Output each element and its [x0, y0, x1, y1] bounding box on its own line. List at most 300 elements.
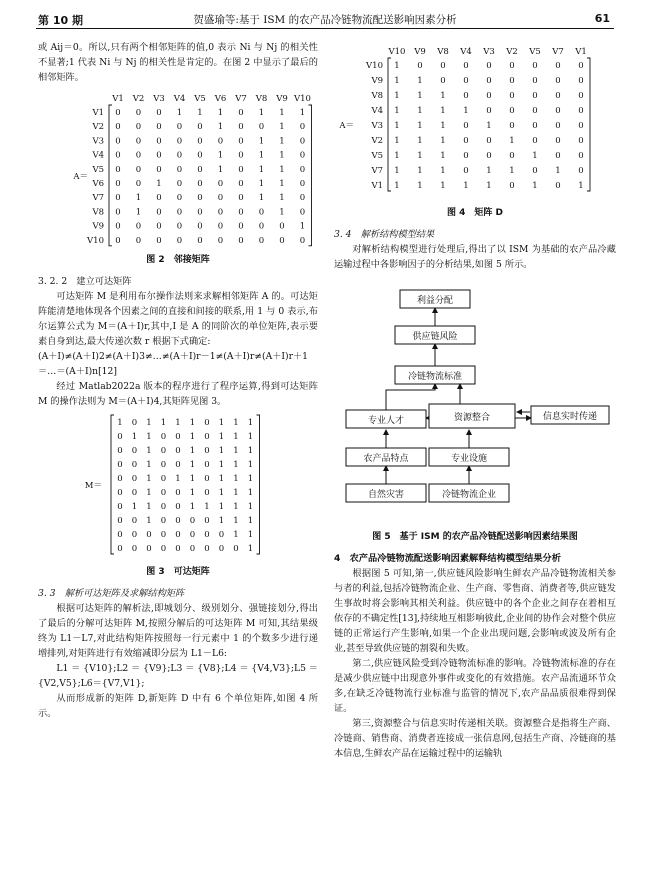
matrix-cell: 1 [189, 488, 196, 498]
matrix-cell: 0 [509, 91, 515, 101]
matrix-cell: 1 [175, 418, 181, 428]
matrix-cell: 1 [440, 121, 446, 131]
matrix-cell: 1 [247, 460, 254, 470]
matrix-cell: 0 [175, 544, 181, 554]
matrix-cell: 1 [394, 166, 400, 176]
right-column [334, 40, 616, 761]
matrix-cell: 0 [160, 502, 167, 512]
matrix-cell: 0 [238, 207, 244, 218]
matrix-cell: 1 [189, 446, 196, 456]
matrix-cell: 0 [146, 544, 152, 554]
matrix-cell: 0 [204, 446, 210, 456]
matrix-cell: 1 [394, 121, 400, 131]
matrix-cell: 0 [115, 122, 121, 133]
matrix-row-header: V2 [371, 136, 383, 146]
adjacency-matrix-figure [38, 87, 318, 249]
matrix-cell: 0 [189, 544, 196, 554]
matrix-cell: 0 [279, 235, 285, 246]
matrix-cell: 1 [117, 418, 123, 428]
matrix-cell: 0 [175, 530, 181, 540]
matrix-cell: 0 [463, 76, 469, 86]
matrix-cell: 0 [486, 106, 492, 116]
reachability-matrix [38, 411, 318, 561]
matrix-cell: 1 [394, 151, 400, 161]
matrix-col-header: V10 [388, 47, 406, 57]
matrix-cell: 0 [115, 193, 121, 204]
matrix-col-header: V2 [132, 94, 145, 104]
matrix-cell: 0 [217, 235, 224, 246]
matrix-cell: 0 [115, 221, 121, 232]
matrix-cell: 0 [135, 108, 142, 118]
matrix-cell: 0 [509, 151, 515, 161]
matrix-cell: 1 [394, 61, 400, 71]
matrix-row-header: V8 [371, 91, 383, 101]
matrix-cell: 1 [299, 221, 306, 232]
matrix-cell: 1 [440, 181, 446, 191]
matrix-col-header: V5 [194, 94, 206, 104]
figure-2-caption: 图 2 邻接矩阵 [146, 255, 210, 265]
matrix-col-header: V2 [506, 47, 518, 57]
matrix-col-header: V3 [483, 47, 495, 57]
matrix-cell: 0 [197, 150, 203, 161]
matrix-row-header: V6 [92, 179, 104, 189]
matrix-cell: 1 [279, 150, 285, 161]
matrix-right-bracket [309, 105, 312, 246]
matrix-cell: 0 [160, 460, 167, 470]
matrix-cell: 0 [160, 544, 167, 554]
matrix-cell: 1 [146, 460, 152, 470]
matrix-cell: 0 [131, 516, 138, 526]
matrix-cell: 1 [486, 166, 492, 176]
matrix-cell: 0 [509, 76, 515, 86]
section-3-3-paragraph: 根据可达矩阵的解析法,即城划分、级别划分、强链接划分,得出了最后的分解可达矩阵 M,按照分解后的可达矩阵 M 可知,其结果级终为 L1－L7,对此结构矩阵按照每一行元素中 1 的个数多少进行递增排列,对矩阵进行有效缩减即分层为 L1－L6: [38, 603, 318, 659]
matrix-cell: 0 [299, 164, 306, 175]
matrix-label: A＝ [339, 121, 354, 131]
matrix-cell: 1 [189, 418, 196, 428]
matrix-cell: 0 [578, 121, 584, 131]
matrix-cell: 1 [486, 121, 492, 131]
matrix-cell: 0 [131, 460, 138, 470]
matrix-cell: 0 [156, 207, 162, 218]
matrix-cell: 0 [463, 136, 469, 146]
matrix-col-header: V3 [153, 94, 165, 104]
svg-text:冷链物流标准: 冷链物流标准 [407, 372, 463, 382]
svg-text:利益分配: 利益分配 [416, 296, 454, 306]
matrix-cell: 0 [117, 530, 123, 540]
section-4-paragraph-3: 第三,资源整合与信息实时传递相关联。资源整合是指将生产商、冷链商、销售商、消费者连接成一张信息网,包括生产商、冷链商的基本信息,生鲜农产品在运输过程中的运输轨 [334, 718, 616, 759]
matrix-left-bracket [388, 58, 391, 191]
transfer-formula: (A＋I)≠(A＋I)2≠(A＋I)3≠…≠(A＋I)r－1≠(A＋I)r≠(A＋I)r＋1＝…＝(A＋I)n[12] [38, 351, 309, 377]
matrix-cell: 0 [189, 516, 196, 526]
matrix-cell: 0 [117, 474, 123, 484]
matrix-cell: 0 [176, 136, 183, 147]
matrix-cell: 1 [258, 179, 265, 189]
matrix-cell: 0 [258, 122, 265, 133]
matrix-cell: 1 [417, 136, 423, 146]
matrix-cell: 0 [279, 221, 285, 232]
matrix-row-header: V3 [371, 121, 383, 131]
matrix-cell: 1 [394, 136, 400, 146]
matrix-cell: 0 [217, 136, 224, 147]
matrix-cell: 0 [175, 516, 181, 526]
matrix-cell: 1 [135, 207, 142, 218]
matrix-cell: 0 [176, 179, 183, 189]
matrix-cell: 0 [197, 193, 203, 204]
matrix-cell: 0 [238, 193, 244, 204]
matrix-cell: 0 [486, 151, 492, 161]
matrix-cell: 1 [440, 151, 446, 161]
matrix-cell: 1 [156, 179, 162, 189]
matrix-cell: 0 [115, 235, 121, 246]
matrix-cell: 0 [115, 207, 121, 218]
matrix-cell: 0 [160, 432, 167, 442]
ism-structure-diagram [334, 278, 616, 526]
matrix-cell: 1 [417, 181, 423, 191]
matrix-cell: 1 [217, 122, 224, 133]
matrix-cell: 0 [115, 136, 121, 147]
matrix-cell: 0 [131, 418, 138, 428]
matrix-cell: 1 [146, 502, 152, 512]
matrix-cell: 0 [463, 61, 469, 71]
matrix-col-header: V1 [112, 94, 124, 104]
matrix-cell: 0 [156, 164, 162, 175]
matrix-cell: 0 [176, 207, 183, 218]
matrix-cell: 1 [440, 106, 446, 116]
section-3-4-paragraph: 对解析结构模型进行处理后,得出了以 ISM 为基础的农产品冷藏运输过程中各影响因子的分析结果,如图 5 所示。 [334, 244, 616, 270]
matrix-cell: 1 [247, 446, 254, 456]
svg-text:农产品特点: 农产品特点 [363, 454, 409, 464]
matrix-cell: 0 [463, 151, 469, 161]
matrix-cell: 0 [532, 91, 538, 101]
matrix-cell: 1 [279, 122, 285, 133]
matrix-row-header: V4 [92, 150, 104, 161]
matrix-col-header: V8 [255, 94, 268, 104]
matrix-cell: 1 [279, 179, 285, 189]
figure-3-caption: 图 3 可达矩阵 [146, 567, 210, 577]
matrix-cell: 0 [156, 235, 162, 246]
node-resource [429, 404, 515, 428]
matrix-cell: 1 [247, 474, 254, 484]
matrix-cell: 1 [204, 502, 210, 512]
matrix-cell: 0 [176, 150, 183, 161]
matrix-cell: 0 [204, 460, 210, 470]
matrix-cell: 0 [176, 221, 183, 232]
section-4-paragraph-1: 根据图 5 可知,第一,供应链风险影响生鲜农产品冷链物流相关参与者的利益,包括冷链物流企业、生产商、零售商、消费者等,供应链发生事故时将会影响其相关利益。供应链中的各个企业之间存在着相互依存的不确定性[13],持续地互相影响彼此,企业间的协作会对整个供应链的正常运行产生影响,如果一个企业出现问题,会影响或波及所有企业,甚至导致供应链的割裂和失败。 [334, 568, 616, 654]
matrix-cell: 1 [217, 108, 224, 118]
matrix-col-header: V5 [529, 47, 541, 57]
matrix-cell: 1 [218, 446, 225, 456]
matrix-cell: 0 [160, 488, 167, 498]
matrix-row-header: V5 [371, 151, 383, 161]
matrix-cell: 0 [238, 108, 244, 118]
matrix-cell: 1 [247, 530, 254, 540]
matrix-cell: 1 [160, 418, 167, 428]
node-risk [395, 326, 475, 344]
matrix-cell: 1 [189, 502, 196, 512]
matrix-d-figure [334, 42, 616, 202]
matrix-cell: 1 [417, 91, 423, 101]
matrix-cell: 1 [189, 474, 196, 484]
matrix-cell: 1 [189, 432, 196, 442]
matrix-cell: 0 [156, 108, 162, 118]
matrix-row-header: V7 [371, 166, 383, 176]
arrow-talent-to-standard [386, 384, 435, 410]
matrix-cell: 0 [117, 488, 123, 498]
matrix-cell: 1 [440, 91, 446, 101]
matrix-cell: 0 [463, 121, 469, 131]
matrix-cell: 0 [176, 193, 183, 204]
matrix-row-header: V4 [371, 106, 383, 116]
matrix-cell: 0 [532, 121, 538, 131]
matrix-cell: 1 [146, 446, 152, 456]
reachability-matrix-figure [38, 411, 318, 561]
matrix-cell: 1 [509, 136, 515, 146]
matrix-cell: 1 [217, 164, 224, 175]
matrix-cell: 0 [578, 61, 584, 71]
matrix-cell: 0 [131, 544, 138, 554]
matrix-cell: 1 [279, 207, 285, 218]
matrix-cell: 1 [247, 432, 254, 442]
matrix-cell: 0 [233, 544, 239, 554]
matrix-cell: 1 [417, 151, 423, 161]
matrix-cell: 0 [555, 136, 561, 146]
matrix-col-header: V7 [235, 94, 247, 104]
matrix-cell: 0 [160, 446, 167, 456]
matrix-cell: 0 [578, 106, 584, 116]
matrix-col-header: V10 [294, 94, 311, 104]
matrix-cell: 0 [238, 136, 244, 147]
matrix-cell: 0 [189, 530, 196, 540]
matrix-cell: 1 [218, 418, 225, 428]
matrix-cell: 1 [247, 516, 254, 526]
matrix-cell: 0 [532, 61, 538, 71]
matrix-cell: 1 [218, 488, 225, 498]
matrix-cell: 1 [218, 474, 225, 484]
matrix-row-header: V10 [366, 61, 383, 71]
matrix-cell: 0 [197, 122, 203, 133]
matrix-cell: 1 [463, 181, 469, 191]
matrix-col-header: V1 [575, 47, 587, 57]
matrix-cell: 0 [238, 164, 244, 175]
matrix-row-header: V3 [92, 136, 104, 147]
matrix-cell: 0 [486, 136, 492, 146]
matrix-cell: 1 [279, 108, 285, 118]
matrix-cell: 0 [486, 61, 492, 71]
matrix-row-header: V7 [92, 193, 104, 204]
matrix-cell: 1 [135, 193, 142, 204]
svg-text:供应链风险: 供应链风险 [412, 332, 458, 342]
matrix-cell: 0 [258, 235, 265, 246]
matrix-cell: 0 [197, 136, 203, 147]
matrix-d [334, 42, 616, 202]
figure-5-caption: 图 5 基于 ISM 的农产品冷链配送影响因素结果图 [372, 532, 578, 542]
matrix-col-header: V8 [437, 47, 449, 57]
node-standard [395, 366, 475, 384]
matrix-cell: 0 [299, 136, 306, 147]
matrix-cell: 0 [532, 76, 538, 86]
matrix-cell: 1 [233, 488, 239, 498]
matrix-cell: 1 [258, 136, 265, 147]
matrix-cell: 0 [117, 460, 123, 470]
matrix-cell: 0 [160, 530, 167, 540]
matrix-cell: 0 [175, 460, 181, 470]
matrix-cell: 0 [135, 164, 142, 175]
matrix-cell: 0 [509, 181, 515, 191]
issue-number: 第 10 期 [38, 14, 83, 27]
matrix-cell: 0 [463, 166, 469, 176]
matrix-cell: 1 [486, 181, 492, 191]
matrix-cell: 1 [218, 502, 225, 512]
matrix-col-header: V9 [276, 94, 288, 104]
matrix-cell: 0 [135, 136, 142, 147]
node-facility [429, 448, 509, 466]
matrix-cell: 0 [131, 530, 138, 540]
matrix-cell: 1 [440, 166, 446, 176]
matrix-cell: 1 [394, 181, 400, 191]
matrix-cell: 0 [509, 61, 515, 71]
matrix-cell: 0 [204, 530, 210, 540]
matrix-cell: 0 [555, 91, 561, 101]
node-product [346, 448, 426, 466]
matrix-cell: 1 [532, 181, 538, 191]
matrix-cell: 0 [131, 474, 138, 484]
matrix-cell: 1 [417, 106, 423, 116]
section-3-2-2-paragraph: 可达矩阵 M 是利用布尔操作法则来求解相邻矩阵 A 的。可达矩阵能清楚地体现各个因素之间的直接和间接的联系,用 1 与 0 表示,布尔运算公式为 M＝(A＋I)r,其中,I 是 A 的同阶次的单位矩阵,表示要素自身到达,最大传递次数 r 根据下式确定: [38, 291, 318, 347]
matrix-cell: 1 [394, 91, 400, 101]
matrix-cell: 0 [509, 121, 515, 131]
svg-text:自然灾害: 自然灾害 [367, 490, 405, 500]
matrix-col-header: V7 [552, 47, 564, 57]
matrix-label: M＝ [84, 481, 102, 491]
matrix-cell: 0 [175, 502, 181, 512]
matrix-cell: 1 [218, 516, 225, 526]
matrix-cell: 0 [440, 61, 446, 71]
matrix-cell: 0 [204, 432, 210, 442]
matrix-cell: 1 [394, 76, 400, 86]
matrix-cell: 0 [135, 179, 142, 189]
matrix-row-header: V2 [92, 122, 104, 133]
matrix-cell: 1 [233, 460, 239, 470]
matrix-row-header: V9 [92, 221, 104, 232]
matrix-row-header: V8 [92, 207, 104, 218]
matrix-cell: 1 [218, 460, 225, 470]
matrix-cell: 0 [440, 76, 446, 86]
matrix-cell: 0 [218, 544, 225, 554]
matrix-cell: 1 [258, 150, 265, 161]
figure-4-caption: 图 4 矩阵 D [447, 208, 503, 218]
matrix-left-bracket [109, 105, 112, 246]
matrix-cell: 0 [299, 122, 306, 133]
matrix-cell: 0 [486, 76, 492, 86]
matrix-left-bracket [111, 415, 114, 554]
matrix-cell: 1 [417, 121, 423, 131]
matrix-cell: 0 [258, 221, 265, 232]
matrix-cell: 0 [204, 418, 210, 428]
matrix-cell: 0 [238, 221, 244, 232]
matrix-cell: 1 [279, 193, 285, 204]
intro-paragraph: 或 Aij＝0。所以,只有两个相邻矩阵的值,0 表示 Ni 与 Nj 的相关性不显著;1 代表 Ni 与 Nj 的相关性是肯定的。在图 2 中显示了最后的相邻矩阵。 [38, 42, 318, 83]
matrix-cell: 0 [238, 179, 244, 189]
svg-text:信息实时传递: 信息实时传递 [542, 412, 598, 422]
matrix-cell: 0 [156, 221, 162, 232]
matrix-cell: 1 [217, 150, 224, 161]
section-4-title: 4 农产品冷链物流配送影响因素解释结构模型结果分析 [334, 553, 561, 564]
matrix-cell: 0 [204, 474, 210, 484]
matrix-cell: 0 [486, 91, 492, 101]
matrix-cell: 0 [299, 179, 306, 189]
matrix-cell: 1 [394, 106, 400, 116]
section-3-4-title: 3. 4 解析结构模型结果 [334, 229, 435, 240]
matrix-cell: 0 [217, 207, 224, 218]
matrix-col-header: V6 [214, 94, 227, 104]
matrix-cell: 0 [115, 150, 121, 161]
page-number: 61 [594, 12, 610, 25]
matrix-cell: 1 [299, 108, 306, 118]
section-3-3-title: 3. 3 解析可达矩阵及求解结构矩阵 [38, 588, 185, 599]
matrix-cell: 1 [578, 181, 584, 191]
matrix-cell: 0 [299, 207, 306, 218]
matrix-cell: 1 [176, 108, 183, 118]
matrix-cell: 0 [146, 530, 152, 540]
level-partition: L1＝{V10};L2＝{V9};L3＝{V8};L4＝{V4,V3};L5＝{V2,V5};L6＝{V7,V1}; [38, 663, 318, 689]
matrix-cell: 0 [156, 122, 162, 133]
matrix-cell: 0 [117, 446, 123, 456]
matrix-cell: 0 [578, 91, 584, 101]
matrix-cell: 0 [532, 136, 538, 146]
matrix-cell: 0 [176, 164, 183, 175]
matrix-cell: 1 [131, 432, 138, 442]
left-column [38, 40, 318, 721]
matrix-cell: 0 [238, 235, 244, 246]
matrix-cell: 0 [175, 488, 181, 498]
matrix-cell: 1 [258, 193, 265, 204]
node-profit [400, 290, 470, 308]
matrix-cell: 0 [463, 91, 469, 101]
matrix-col-header: V4 [173, 94, 186, 104]
matrix-cell: 1 [279, 164, 285, 175]
svg-text:冷链物流企业: 冷链物流企业 [441, 490, 497, 500]
matrix-cell: 1 [247, 544, 254, 554]
section-4-paragraph-2: 第二,供应链风险受到冷链物流标准的影响。冷链物流标准的存在是减少供应链中出现意外事件或变化的有效措施。农产品流通环节众多,在缺乏冷链物流行业标准与监管的情况下,农产品品质很难得到保证。 [334, 658, 616, 714]
matrix-cell: 0 [135, 122, 142, 133]
matrix-cell: 1 [233, 502, 239, 512]
matrix-label: A＝ [73, 171, 88, 182]
matrix-row-header: V9 [371, 76, 383, 86]
matrix-cell: 0 [555, 121, 561, 131]
matrix-cell: 0 [176, 122, 183, 133]
matrix-cell: 0 [532, 166, 538, 176]
matrix-cell: 1 [258, 108, 265, 118]
matrix-cell: 0 [555, 76, 561, 86]
matrix-cell: 0 [509, 106, 515, 116]
matrix-cell: 0 [135, 221, 142, 232]
matrix-row-header: V1 [92, 108, 104, 118]
header-rule [36, 28, 614, 29]
matrix-col-header: V9 [414, 47, 426, 57]
matrix-cell: 0 [197, 235, 203, 246]
matrix-cell: 1 [233, 432, 239, 442]
matrix-cell: 0 [299, 150, 306, 161]
matrix-cell: 1 [247, 488, 254, 498]
matrix-row-header: V10 [87, 235, 104, 246]
matrix-cell: 0 [117, 544, 123, 554]
node-talent [346, 410, 426, 428]
matrix-cell: 1 [189, 460, 196, 470]
matrix-cell: 0 [217, 193, 224, 204]
matrix-cell: 0 [197, 164, 203, 175]
matrix-cell: 1 [463, 106, 469, 116]
matrix-cell: 1 [146, 432, 152, 442]
